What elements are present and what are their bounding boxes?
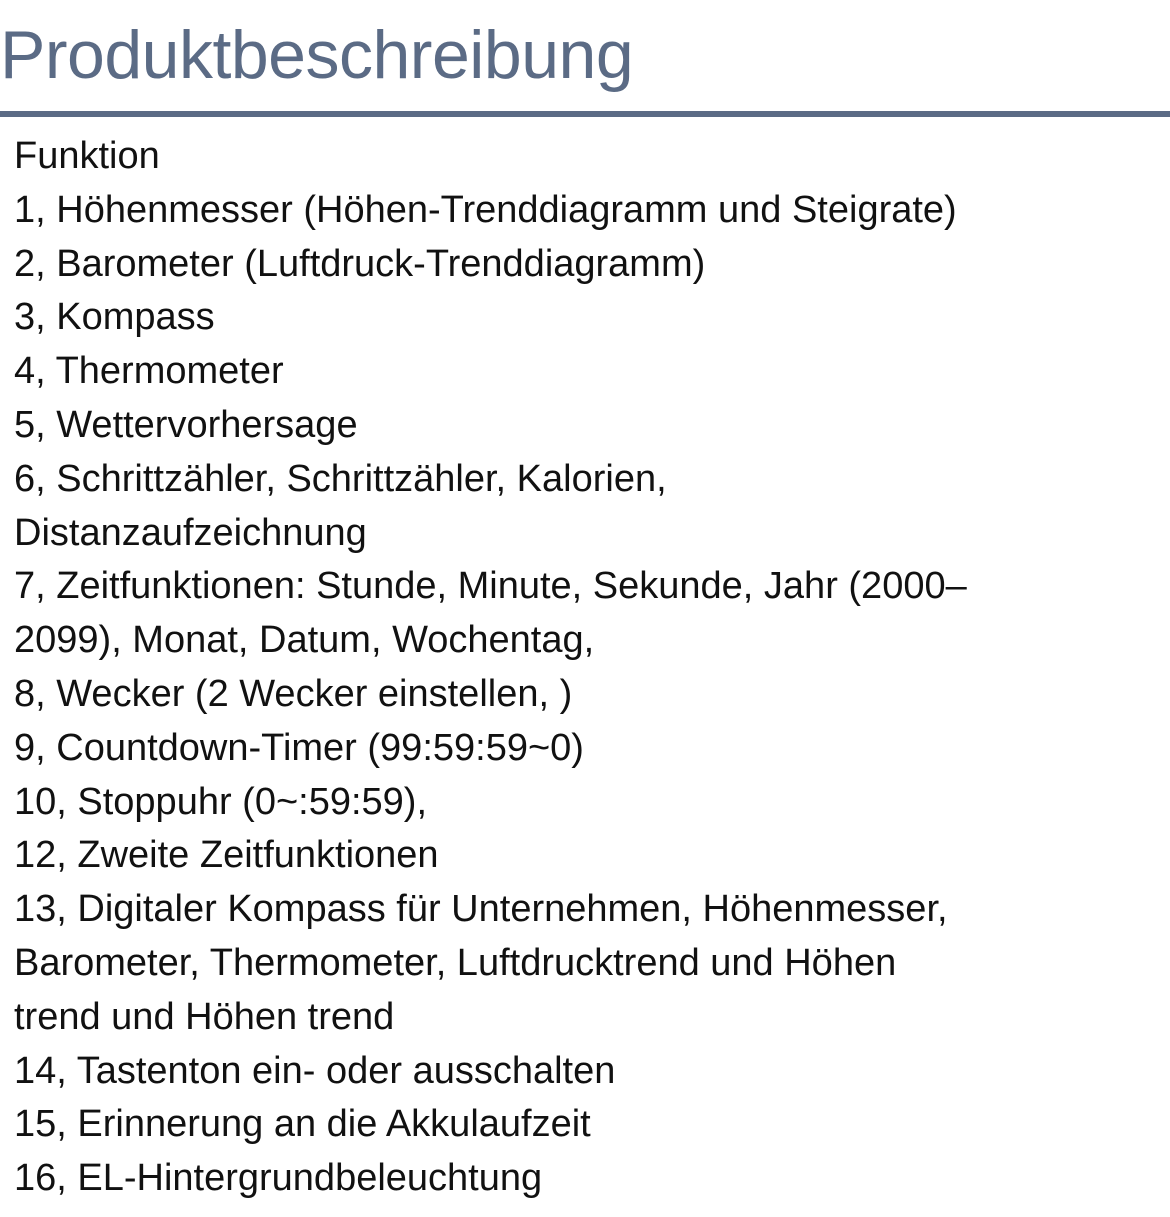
feature-line: trend und Höhen trend (14, 995, 395, 1038)
feature-line: 1, Höhenmesser (Höhen-Trenddiagramm und Steigrate) (14, 188, 957, 231)
page-header (0, 0, 1170, 117)
section-heading: Funktion (14, 135, 160, 177)
feature-line: Distanzaufzeichnung (14, 511, 367, 554)
feature-line: Barometer, Thermometer, Luftdrucktrend und Höhen (14, 941, 897, 984)
product-description-body (14, 130, 1164, 1206)
feature-line: 4, Thermometer (14, 350, 284, 393)
feature-line: 10, Stoppuhr (0~:59:59), (14, 780, 428, 823)
page-title: Produktbeschreibung (0, 17, 634, 93)
feature-line: 2, Barometer (Luftdruck-Trenddiagramm) (14, 242, 706, 285)
feature-line: 9, Countdown-Timer (99:59:59~0) (14, 726, 584, 769)
title-divider (0, 111, 1170, 117)
feature-line: 12, Zweite Zeitfunktionen (14, 834, 439, 877)
feature-line: 3, Kompass (14, 296, 215, 339)
feature-line: 14, Tastenton ein- oder ausschalten (14, 1049, 616, 1092)
feature-line: 6, Schrittzähler, Schrittzähler, Kalorien, (14, 457, 667, 500)
feature-line: 7, Zeitfunktionen: Stunde, Minute, Sekunde, Jahr (2000– (14, 565, 967, 608)
feature-line: 2099), Monat, Datum, Wochentag, (14, 619, 595, 662)
feature-line: 8, Wecker (2 Wecker einstellen, ) (14, 672, 573, 715)
feature-line: 13, Digitaler Kompass für Unternehmen, Höhenmesser, (14, 888, 948, 931)
feature-line: 5, Wettervorhersage (14, 403, 358, 446)
feature-line: 15, Erinnerung an die Akkulaufzeit (14, 1103, 591, 1146)
feature-line: 16, EL-Hintergrundbeleuchtung (14, 1157, 543, 1200)
